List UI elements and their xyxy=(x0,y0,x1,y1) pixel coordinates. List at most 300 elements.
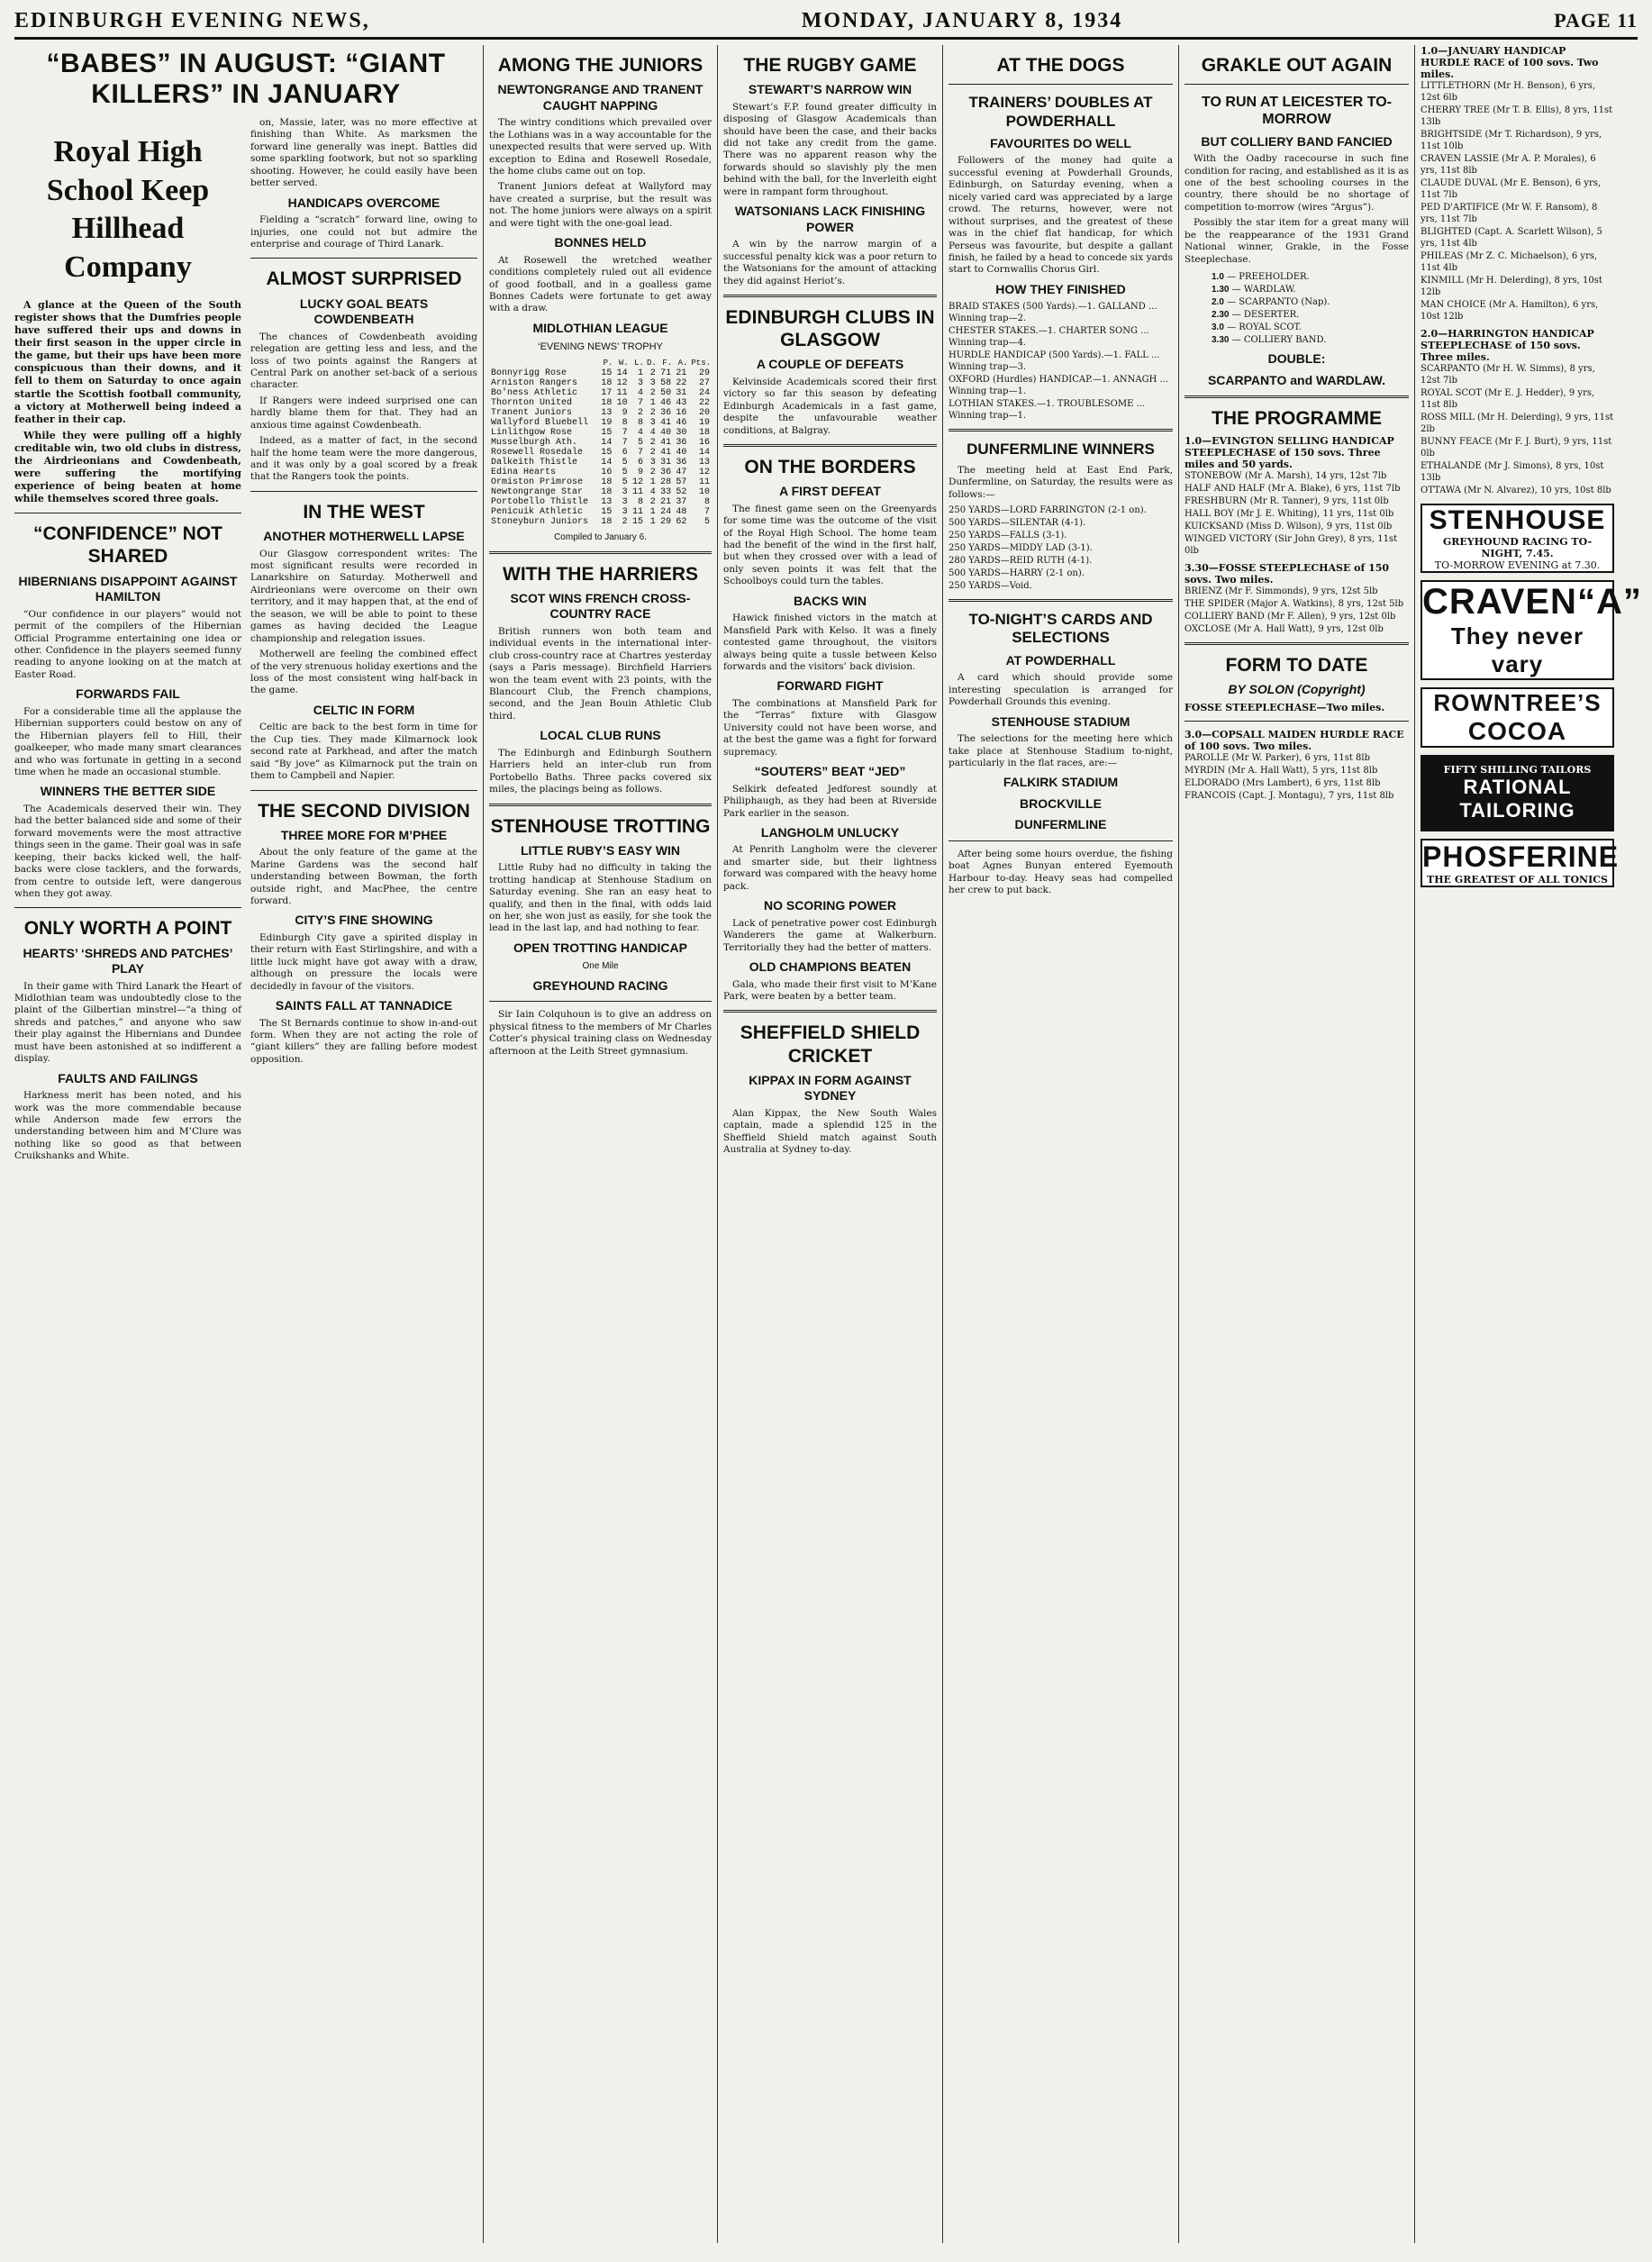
grakle-subhead: TO RUN AT LEICESTER TO-MORROW xyxy=(1202,95,1392,128)
table-row xyxy=(489,368,712,378)
table-row xyxy=(489,448,712,458)
list-item: MYRDIN (Mr A. Hall Watt), 5 yrs, 11st 8lb xyxy=(1185,765,1378,776)
team-name: Tranent Juniors xyxy=(491,408,573,419)
table-cell: 14 xyxy=(698,448,710,459)
article-paragraph: Possibly the star item for a great many will be the reappearance of the 1931 Grand National winner, Grakle, in the Fosse Steeplechase. xyxy=(1185,217,1409,265)
list-item: HURDLE HANDICAP (500 Yards).—1. FALL ... Winning trap—3. xyxy=(949,350,1160,373)
glasgow-clubs-headline: EDINBURGH CLUBS IN GLASGOW xyxy=(725,306,935,351)
team-name: Musselburgh Ath. xyxy=(491,438,578,449)
article-paragraph: The meeting held at East End Park, Dunfermline, on Saturday, the results were as follows:— xyxy=(949,464,1173,500)
table-cell: 8 xyxy=(637,418,643,429)
rugby-subhead: STEWART’S NARROW WIN xyxy=(748,82,912,97)
table-cell: 16 xyxy=(601,468,613,478)
table-cell: 47 xyxy=(676,468,687,478)
table-cell: 28 xyxy=(660,477,672,488)
table-cell: 3 xyxy=(622,497,628,508)
double-selection: SCARPANTO and WARDLAW. xyxy=(1207,372,1386,387)
list-item: BUNNY FEACE (Mr F. J. Burt), 9 yrs, 11st 0lb xyxy=(1421,437,1612,459)
stenhouse-subhead: STENHOUSE STADIUM xyxy=(991,713,1130,729)
table-cell: 31 xyxy=(676,388,687,399)
table-cell: 30 xyxy=(676,428,687,439)
backs-win-subhead: BACKS WIN xyxy=(794,593,867,608)
table-cell: 20 xyxy=(698,408,710,419)
table-cell: 10 xyxy=(698,487,710,498)
table-cell: 18 xyxy=(698,428,710,439)
list-item: PAROLLE (Mr W. Parker), 6 yrs, 11st 8lb xyxy=(1185,752,1371,763)
team-name: Bo'ness Athletic xyxy=(491,388,578,399)
table-row xyxy=(489,408,712,418)
article-paragraph: Lack of penetrative power cost Edinburgh Wanderers the game at Walkerburn. Territorially they had the better of matters. xyxy=(723,917,937,953)
list-item: BLIGHTED (Capt. A. Scarlett Wilson), 5 yrs, 11st 4lb xyxy=(1421,227,1602,249)
table-cell: 4 xyxy=(649,428,656,439)
list-item: BRAID STAKES (500 Yards).—1. GALLAND ... Winning trap—2. xyxy=(949,302,1157,324)
league-column-header: F. xyxy=(662,359,673,368)
table-row xyxy=(489,477,712,487)
table-row xyxy=(489,458,712,468)
team-name: Bonnyrigg Rose xyxy=(491,368,567,379)
lead-text xyxy=(14,299,241,505)
article-paragraph: A card which should provide some interesting speculation is arranged for Powderhall Grounds this evening. xyxy=(949,672,1173,708)
table-cell: 29 xyxy=(660,517,672,528)
article-paragraph: Celtic are back to the best form in time for the Cup ties. They made Kilmarnock look second rate at Parkhead, and after the match said “By jove” as Kilmarnock put the train on them to Campbell and Napier. xyxy=(250,722,477,782)
worth-point-headline: ONLY WORTH A POINT xyxy=(23,918,232,940)
saints-subhead: SAINTS FALL AT TANNADICE xyxy=(275,998,453,1013)
list-item: FRESHBURN (Mr R. Tanner), 9 yrs, 11st 0lb xyxy=(1185,496,1389,507)
rugby-headline: THE RUGBY GAME xyxy=(743,55,917,76)
list-item: OXCLOSE (Mr A. Hall Watt), 9 yrs, 12st 0lb xyxy=(1185,624,1384,635)
list-item: PED D'ARTIFICE (Mr W. F. Ransom), 8 yrs, 11st 7lb xyxy=(1421,203,1598,224)
article-paragraph: The Edinburgh and Edinburgh Southern Harriers held an inter-club run from Portobello Baths. Three packs covered six miles, the placings being as follows. xyxy=(489,747,712,795)
selection-item: 2.30 — DESERTER. xyxy=(1212,310,1300,320)
second-division-subhead: THREE MORE FOR M’PHEE xyxy=(280,827,448,842)
advert-line: TO-MORROW EVENING at 7.30. xyxy=(1434,559,1601,571)
trotting-headline: STENHOUSE TROTTING xyxy=(490,815,711,837)
table-cell: 18 xyxy=(601,398,613,409)
souters-subhead: “SOUTERS” BEAT “JED” xyxy=(754,764,906,779)
stenhouse-advert xyxy=(1421,504,1614,573)
league-column-header: Pts. xyxy=(691,359,711,368)
table-cell: 15 xyxy=(601,428,613,439)
article-paragraph: Motherwell are feeling the combined effect of the very strenuous holiday exertions and the loss of the most consistent wing half-back in the game. xyxy=(250,649,477,696)
tonight-headline: TO-NIGHT’S CARDS AND SELECTIONS xyxy=(968,611,1153,647)
table-cell: 27 xyxy=(698,378,710,389)
article-paragraph: Indeed, as a matter of fact, in the second half the home team were the more dangerous, and it was only by a goal scored by a freak that the Rangers took the points. xyxy=(250,435,477,483)
scoring-subhead: NO SCORING POWER xyxy=(763,898,896,913)
table-cell: 15 xyxy=(631,517,643,528)
team-name: Dalkeith Thistle xyxy=(491,458,578,468)
local-runs-subhead: LOCAL CLUB RUNS xyxy=(540,728,661,743)
bonnes-subhead: BONNES HELD xyxy=(554,235,647,250)
table-cell: 6 xyxy=(637,458,643,468)
table-cell: 4 xyxy=(637,428,643,439)
advert-product: COCOA xyxy=(1467,717,1567,745)
table-cell: 4 xyxy=(637,388,643,399)
table-cell: 3 xyxy=(622,487,628,498)
borders-headline: ON THE BORDERS xyxy=(744,457,916,477)
runners-list xyxy=(1421,363,1614,496)
selection-item: 1.30 — WARDLAW. xyxy=(1212,285,1296,295)
table-cell: 16 xyxy=(698,438,710,449)
falkirk-subhead: FALKIRK STADIUM xyxy=(1003,775,1119,790)
table-row xyxy=(489,507,712,517)
article-paragraph: With the Oadby racecourse in such fine condition for racing, and established as it is as one of the best schooling courses in the country, there should be no shortage of competition to-morrow (wires “Argus”). xyxy=(1185,153,1409,213)
table-cell: 1 xyxy=(649,477,656,488)
list-item: CLAUDE DUVAL (Mr E. Benson), 6 yrs, 11st 7lb xyxy=(1421,178,1602,200)
article-paragraph: The finest game seen on the Greenyards for some time was the outcome of the visit of the Royal High School. The home team had the benefit of the wind in the first half, but when they crossed over with a lead of only seven points it was felt that the Schoolboys could turn the tables. xyxy=(723,503,937,587)
table-cell: 9 xyxy=(622,408,628,419)
table-cell: 2 xyxy=(649,468,656,478)
table-cell: 21 xyxy=(676,368,687,379)
article-paragraph: Hawick finished victors in the match at Mansfield Park with Kelso. It was a finely contested game throughout, the visitors always being quite a tussle between Kelso forwards and the visitors’ back division. xyxy=(723,613,937,672)
list-item: OTTAWA (Mr N. Alvarez), 10 yrs, 10st 8lb xyxy=(1421,486,1611,495)
worth-point-subhead: HEARTS’ ‘SHREDS AND PATCHES’ PLAY xyxy=(23,945,233,977)
article-paragraph: on, Massie, later, was no more effective at finishing than White. As marksmen the forward line generally was inept. Battles did some sparkling footwork, but not so sparkling shooting. However, he could easily have been better served. xyxy=(250,117,477,189)
column-4 xyxy=(942,45,1178,2243)
article-paragraph: The chances of Cowdenbeath avoiding relegation are getting less and less, and the loss of two points against the Rangers at Central Park on another set-back of a serious character. xyxy=(250,331,477,391)
table-cell: 10 xyxy=(616,398,628,409)
article-paragraph: Edinburgh City gave a spirited display in their return with East Stirlingshire, and with a little luck might have got away with a draw, although on pressure the locals were decidedly in favour of the visitors. xyxy=(250,931,477,992)
table-cell: 11 xyxy=(631,507,643,518)
race-title: 2.0—HARRINGTON HANDICAP STEEPLECHASE of 150 sovs. Three miles. xyxy=(1421,328,1594,363)
list-item: LOTHIAN STAKES.—1. TROUBLESOME ... Winning trap—1. xyxy=(949,399,1146,422)
selection-item: 3.0 — ROYAL SCOT. xyxy=(1212,322,1302,332)
table-cell: 17 xyxy=(601,388,613,399)
article-paragraph: If Rangers were indeed surprised one can hardly blame them for that. They had an anxious time against Cowdenbeath. xyxy=(250,395,477,431)
team-name: Arniston Rangers xyxy=(491,378,578,389)
list-item: CHERRY TREE (Mr T. B. Ellis), 8 yrs, 11st 13lb xyxy=(1421,105,1613,127)
article-paragraph: At Penrith Langholm were the cleverer and smarter side, but their lightness forward was compared with the heavy home pack. xyxy=(723,844,937,892)
table-cell: 7 xyxy=(622,438,628,449)
table-cell: 6 xyxy=(622,448,628,459)
second-division-headline: THE SECOND DIVISION xyxy=(258,800,470,822)
forwards-fail-subhead: FORWARDS FAIL xyxy=(76,686,180,702)
article-paragraph: The Academicals deserved their win. They had the better balanced side and some of their forward movements were the most attractive things seen in the game. Their goal was in safe keeping, their backs kicked well, the half-backs were close tacklers, and the forwards, from centre to outside left, were dangerous when they got away. xyxy=(14,803,241,899)
table-cell: 41 xyxy=(660,418,672,429)
article-paragraph: The combinations at Mansfield Park for the “Terras” fixture with Glasgow University could not have been worse, and at the best the game was a fight for forward supremacy. xyxy=(723,697,937,758)
league-column-header: P. xyxy=(603,359,613,368)
table-cell: 12 xyxy=(698,468,710,478)
table-cell: 7 xyxy=(637,398,643,409)
finished-subhead: HOW THEY FINISHED xyxy=(995,281,1126,296)
race-title: 1.0—JANUARY HANDICAP HURDLE RACE of 100 sovs. Two miles. xyxy=(1421,45,1599,80)
table-cell: 33 xyxy=(660,487,672,498)
article-paragraph: In their game with Third Lanark the Heart of Midlothian team was undoubtedly close to the plaint of the Gilbertian minstrel—“a thing of shreds and patches,” and anyone who saw their play against the Hibernians and Dundee must have been astonished at so indifferent a display. xyxy=(14,980,241,1065)
table-cell: 24 xyxy=(698,388,710,399)
cricket-subhead: KIPPAX IN FORM AGAINST SYDNEY xyxy=(749,1072,912,1104)
champions-subhead: OLD CHAMPIONS BEATEN xyxy=(749,959,912,974)
borders-subhead: A FIRST DEFEAT xyxy=(779,484,881,499)
langholm-subhead: LANGHOLM UNLUCKY xyxy=(760,824,900,840)
article-paragraph: Harkness merit has been noted, and his work was the more commendable because while Anderson made few errors the understanding between him and M’Clure was nothing like so good as that between Cruikshanks and White. xyxy=(14,1090,241,1162)
in-west-headline: IN THE WEST xyxy=(303,501,425,522)
table-cell: 2 xyxy=(649,368,656,379)
rowntree-advert xyxy=(1421,687,1614,748)
list-item: HALF AND HALF (Mr A. Blake), 6 yrs, 11st 7lb xyxy=(1185,484,1401,495)
team-name: Newtongrange Star xyxy=(491,487,584,498)
table-cell: 57 xyxy=(676,477,687,488)
table-cell: 16 xyxy=(676,408,687,419)
table-cell: 1 xyxy=(649,507,656,518)
table-cell: 7 xyxy=(703,507,710,518)
table-cell: 13 xyxy=(601,497,613,508)
table-row xyxy=(489,468,712,477)
list-item: 250 YARDS—MIDDY LAD (3-1). xyxy=(949,543,1093,554)
table-cell: 11 xyxy=(616,388,628,399)
grakle-subhead-2: BUT COLLIERY BAND FANCIED xyxy=(1201,133,1393,149)
advert-line: FIFTY SHILLING TAILORS xyxy=(1443,764,1592,776)
celtic-subhead: CELTIC IN FORM xyxy=(313,702,415,717)
lead-paragraph: A glance at the Queen of the South register shows that the Dumfries people have suffered their ups and downs in their first season in the upper circle in the game, but their ups have been more conspicuous than their downs, and it fell to them on Saturday to once again startle the Scottish football community, a victory at Motherwell being indeed a feather in their cap. xyxy=(14,299,241,425)
article-paragraph: For a considerable time all the applause the Hibernian supporters could bestow on any of the Hibernian players fell to Hill, their goalkeeper, who made many smart clearances and who was fortunate in getting in a second time when he made an occasional stumble. xyxy=(14,705,241,777)
table-cell: 15 xyxy=(601,507,613,518)
dogs-subhead: TRAINERS’ DOUBLES AT POWDERHALL xyxy=(968,94,1153,130)
table-cell: 11 xyxy=(631,487,643,498)
league-column-header: D. xyxy=(647,359,657,368)
table-cell: 3 xyxy=(649,418,656,429)
form-byline: BY SOLON (Copyright) xyxy=(1228,682,1366,697)
list-item: SCARPANTO (Mr H. W. Simms), 8 yrs, 12st 7lb xyxy=(1421,364,1595,386)
table-row xyxy=(489,517,712,527)
article-paragraph: The wintry conditions which prevailed over the Lothians was in a way accountable for the unexpected results that were served up. With exception to Edina and Rosewell Rosedale, the home clubs came out on top. xyxy=(489,117,712,177)
team-name: Penicuik Athletic xyxy=(491,507,584,518)
table-cell: 36 xyxy=(676,438,687,449)
runners-list xyxy=(1421,80,1614,322)
table-row xyxy=(489,438,712,448)
table-cell: 50 xyxy=(660,388,672,399)
list-item: 250 YARDS—FALLS (3-1). xyxy=(949,531,1067,541)
race-title: 1.0—EVINGTON SELLING HANDICAP STEEPLECHASE of 150 sovs. Three miles and 50 yards. xyxy=(1185,435,1394,471)
confidence-headline: “CONFIDENCE” NOT SHARED xyxy=(33,523,222,568)
list-item: ROYAL SCOT (Mr E. J. Hedder), 9 yrs, 11st 8lb xyxy=(1421,388,1595,410)
list-item: 500 YARDS—HARRY (2-1 on). xyxy=(949,568,1085,579)
page-number: PAGE 11 xyxy=(1554,9,1638,32)
table-cell: 18 xyxy=(601,517,613,528)
table-cell: 19 xyxy=(698,418,710,429)
table-row xyxy=(489,487,712,497)
article-paragraph: Sir Iain Colquhoun is to give an address on physical fitness to the members of Mr Charles Cotter’s physical training class on Wednesday afternoon at the Leith Street gymnasium. xyxy=(489,1009,712,1057)
table-cell: 2 xyxy=(649,408,656,419)
table-cell: 5 xyxy=(703,517,710,528)
table-cell: 36 xyxy=(660,468,672,478)
dogs-headline: AT THE DOGS xyxy=(996,55,1125,76)
table-cell: 9 xyxy=(637,468,643,478)
craven-advert xyxy=(1421,580,1642,680)
list-item: 500 YARDS—SILENTAR (4-1). xyxy=(949,518,1086,529)
masthead xyxy=(14,9,1638,40)
list-item: KUICKSAND (Miss D. Wilson), 9 yrs, 11st 0lb xyxy=(1185,522,1393,532)
table-cell: 1 xyxy=(637,368,643,379)
table-cell: 1 xyxy=(649,398,656,409)
confidence-subhead: HIBERNIANS DISAPPOINT AGAINST HAMILTON xyxy=(18,573,238,604)
runners-list xyxy=(1185,470,1409,557)
runners-list xyxy=(1185,586,1409,635)
table-row xyxy=(489,378,712,388)
race-title: 3.0—COPSALL MAIDEN HURDLE RACE of 100 sovs. Two miles. xyxy=(1185,728,1404,752)
list-item: OXFORD (Hurdles) HANDICAP.—1. ANNAGH ... Winning trap—1. xyxy=(949,375,1169,397)
advert-title: PHOSFERINE xyxy=(1422,840,1620,873)
article-paragraph: The St Bernards continue to show in-and-out form. When they are not acting the role of “giant killers” they are falling before modest opposition. xyxy=(250,1017,477,1065)
table-cell: 14 xyxy=(616,368,628,379)
table-cell: 5 xyxy=(622,458,628,468)
tailors-advert xyxy=(1421,755,1614,831)
juniors-headline: AMONG THE JUNIORS xyxy=(497,55,703,76)
main-headline: Royal High School Keep Hillhead Company xyxy=(46,135,210,284)
powderhall-subhead: AT POWDERHALL xyxy=(1005,652,1116,668)
table-cell: 58 xyxy=(660,378,672,389)
list-item: 250 YARDS—Void. xyxy=(949,581,1032,592)
table-cell: 8 xyxy=(622,418,628,429)
table-row xyxy=(489,398,712,408)
advert-line: GREYHOUND RACING TO-NIGHT, 7.45. xyxy=(1442,536,1593,559)
table-cell: 2 xyxy=(637,408,643,419)
form-headline: FORM TO DATE xyxy=(1225,655,1368,677)
list-item: FRANCOIS (Capt. J. Montagu), 7 yrs, 11st 8lb xyxy=(1185,790,1394,801)
article-paragraph: A win by the narrow margin of a successful penalty kick was a poor return to the Watsonians for the amount of attacking they did against Heriot’s. xyxy=(723,239,937,286)
team-name: Portobello Thistle xyxy=(491,497,589,508)
table-cell: 36 xyxy=(676,458,687,468)
juniors-subhead: NEWTONGRANGE AND TRANENT CAUGHT NAPPING xyxy=(497,82,703,113)
better-side-subhead: WINNERS THE BETTER SIDE xyxy=(40,784,216,799)
article-paragraph: Our Glasgow correspondent writes: The most significant results were recorded in Lanarkshire on Saturday. Motherwell and Airdrieonians were overcome on their own territory, and it may happen that, at the end of the season, we will be able to point to these games as having decided the League championship and relegation issues. xyxy=(250,548,477,644)
phosferine-advert xyxy=(1421,839,1620,887)
table-cell: 37 xyxy=(676,497,687,508)
team-name: Ormiston Primrose xyxy=(491,477,584,488)
column-3 xyxy=(717,45,942,2243)
table-cell: 29 xyxy=(698,368,710,379)
table-cell: 11 xyxy=(698,477,710,488)
league-column-header: A. xyxy=(677,359,688,368)
article-paragraph: Alan Kippax, the New South Wales captain, made a splendid 125 in the Sheffield Shield match against South Australia at Sydney to-day. xyxy=(723,1107,937,1156)
table-row xyxy=(489,388,712,398)
table-cell: 18 xyxy=(601,378,613,389)
table-cell: 2 xyxy=(649,497,656,508)
article-paragraph: British runners won both team and individual events in the international inter-club cross-country race at Chartres yesterday (says a Paris message). Birchfield Harriers won the team event with 23 points, with the Blancourt Club, the French champions, second, and the Jean Bouin Athletic Club third. xyxy=(489,625,712,722)
table-cell: 5 xyxy=(622,477,628,488)
list-item: BRIENZ (Mr F. Simmonds), 9 yrs, 12st 5lb xyxy=(1185,586,1378,597)
table-cell: 22 xyxy=(698,398,710,409)
table-cell: 4 xyxy=(649,487,656,498)
team-name: Rosewell Rosedale xyxy=(491,448,584,459)
table-cell: 8 xyxy=(703,497,710,508)
double-label: DOUBLE: xyxy=(1267,351,1326,366)
list-item: STONEBOW (Mr A. Marsh), 14 yrs, 12st 7lb xyxy=(1185,471,1387,482)
table-cell: 7 xyxy=(622,428,628,439)
article-paragraph: “Our confidence in our players” would not permit of the compilers of the Hibernian Official Programme entertaining one idea or other. Confidence in the players seemed funny reading to anyone looking on at the match at Easter Road. xyxy=(14,608,241,680)
forward-fight-subhead: FORWARD FIGHT xyxy=(776,678,884,694)
list-item: ETHALANDE (Mr J. Simons), 8 yrs, 10st 13lb xyxy=(1421,461,1604,483)
advert-slogan: RATIONAL TAILORING xyxy=(1459,776,1575,822)
team-name: Wallyford Bluebell xyxy=(491,418,589,429)
team-name: Linlithgow Rose xyxy=(491,428,573,439)
article-paragraph: Kelvinside Academicals scored their first victory so far this season by defeating Edinburgh Academicals in a fast game, despite the unfavourable weather conditions, at Balgray. xyxy=(723,376,937,436)
dogs-subhead-2: FAVOURITES DO WELL xyxy=(990,135,1131,150)
list-item: ELDORADO (Mrs Lambert), 6 yrs, 11st 8lb xyxy=(1185,777,1381,788)
dunfermline-headline: DUNFERMLINE WINNERS xyxy=(967,441,1155,459)
programme-headline: THE PROGRAMME xyxy=(1212,408,1382,429)
table-cell: 62 xyxy=(676,517,687,528)
article-paragraph: After being some hours overdue, the fishing boat Agnes Bunyan entered Eyemouth Harbour to-day. Heavy seas had compelled her crew to put back. xyxy=(949,848,1173,896)
city-subhead: CITY’S FINE SHOWING xyxy=(295,913,433,928)
list-item: 250 YARDS—LORD FARRINGTON (2-1 on). xyxy=(949,505,1147,516)
lead-paragraph: While they were pulling off a highly creditable win, two old clubs in distress, the Airdrieonians and Cowdenbeath, were suffering the mortifying experience of being beaten at home while themselves scored three goals. xyxy=(14,429,241,505)
advert-slogan: They never vary xyxy=(1450,622,1584,677)
paper-name: EDINBURGH EVENING NEWS, xyxy=(14,9,370,32)
harriers-headline: WITH THE HARRIERS xyxy=(503,563,698,585)
league-title: MIDLOTHIAN LEAGUE xyxy=(532,320,668,335)
col1-left xyxy=(14,117,241,1167)
league-table xyxy=(489,358,712,527)
list-item: WINGED VICTORY (Sir John Grey), 8 yrs, 11st 0lb xyxy=(1185,534,1398,557)
table-cell: 2 xyxy=(649,448,656,459)
table-cell: 46 xyxy=(676,418,687,429)
list-item: PHILEAS (Mr Z. C. Michaelson), 6 yrs, 11st 4lb xyxy=(1421,251,1598,273)
cricket-headline: SHEFFIELD SHIELD CRICKET xyxy=(740,1022,921,1067)
league-subtitle: ‘EVENING NEWS’ TROPHY xyxy=(538,341,663,353)
table-cell: 40 xyxy=(660,428,672,439)
table-cell: 15 xyxy=(601,448,613,459)
table-cell: 52 xyxy=(676,487,687,498)
list-item: HALL BOY (Mr J. E. Whiting), 11 yrs, 11st 0lb xyxy=(1185,509,1394,520)
list-item: COLLIERY BAND (Mr F. Allen), 9 yrs, 12st 0lb xyxy=(1185,612,1396,622)
table-cell: 12 xyxy=(631,477,643,488)
article-paragraph: The selections for the meeting here which take place at Stenhouse Stadium to-night, particularly in the flat races, are:— xyxy=(949,733,1173,769)
greyhound-subhead: GREYHOUND RACING xyxy=(532,977,668,993)
table-cell: 2 xyxy=(649,438,656,449)
table-cell: 5 xyxy=(622,468,628,478)
table-cell: 19 xyxy=(601,418,613,429)
results-list xyxy=(949,301,1173,422)
table-cell: 3 xyxy=(649,378,656,389)
table-cell: 2 xyxy=(649,388,656,399)
table-cell: 14 xyxy=(601,438,613,449)
table-cell: 41 xyxy=(660,438,672,449)
table-cell: 43 xyxy=(676,398,687,409)
league-column-header: W. xyxy=(618,359,629,368)
faults-subhead: FAULTS AND FAILINGS xyxy=(58,1070,198,1086)
table-cell: 36 xyxy=(660,408,672,419)
harriers-subhead: SCOT WINS FRENCH CROSS-COUNTRY RACE xyxy=(510,590,691,622)
race-title: FOSSE STEEPLECHASE—Two miles. xyxy=(1185,701,1385,713)
watsonians-subhead: WATSONIANS LACK FINISHING POWER xyxy=(734,204,926,234)
table-cell: 24 xyxy=(660,507,672,518)
table-cell: 31 xyxy=(660,458,672,468)
table-row xyxy=(489,428,712,438)
advert-title: STENHOUSE xyxy=(1429,505,1606,535)
list-item: BRIGHTSIDE (Mr T. Richardson), 9 yrs, 11st 10lb xyxy=(1421,130,1602,151)
grakle-headline: GRAKLE OUT AGAIN xyxy=(1201,55,1393,76)
team-name: Edina Hearts xyxy=(491,468,557,478)
almost-surprised-headline: ALMOST SURPRISED xyxy=(266,268,462,290)
article-paragraph: Little Ruby had no difficulty in taking the trotting handicap at Stenhouse Stadium on Saturday evening. She ran an easy heat to qualify, and then in the final, with odds laid on her, she won just as easily, for she took the lead in the last lap, and had nothing to fear. xyxy=(489,862,712,934)
paper-date: MONDAY, JANUARY 8, 1934 xyxy=(801,9,1123,32)
trotting-subhead: LITTLE RUBY’S EASY WIN xyxy=(520,842,681,858)
article-paragraph: Gala, who made their first visit to M’Kane Park, were beaten by a better team. xyxy=(723,978,937,1002)
table-cell: 13 xyxy=(601,408,613,419)
team-name: Thornton United xyxy=(491,398,573,409)
open-trotting-subhead: OPEN TROTTING HANDICAP xyxy=(513,940,687,955)
lucky-goal-subhead: LUCKY GOAL BEATS COWDENBEATH xyxy=(299,295,429,327)
advert-title: ROWNTREE’S xyxy=(1433,689,1602,716)
table-cell: 18 xyxy=(601,487,613,498)
column-2 xyxy=(483,45,717,2243)
selection-item: 1.0 — PREEHOLDER. xyxy=(1212,272,1310,282)
selection-item: 3.30 — COLLIERY BAND. xyxy=(1212,335,1327,345)
article-paragraph: About the only feature of the game at the Marine Gardens was the second half understanding between Bowman, the forth outside right, and MacPhee, the centre forward. xyxy=(250,847,477,906)
article-paragraph: Fielding a “scratch” forward line, owing to injuries, one could not but admire the enterprise and courage of Third Lanark. xyxy=(250,214,477,250)
list-item: KINMILL (Mr H. Delerding), 8 yrs, 10st 12lb xyxy=(1421,276,1602,297)
table-cell: 46 xyxy=(660,398,672,409)
table-cell: 14 xyxy=(601,458,613,468)
